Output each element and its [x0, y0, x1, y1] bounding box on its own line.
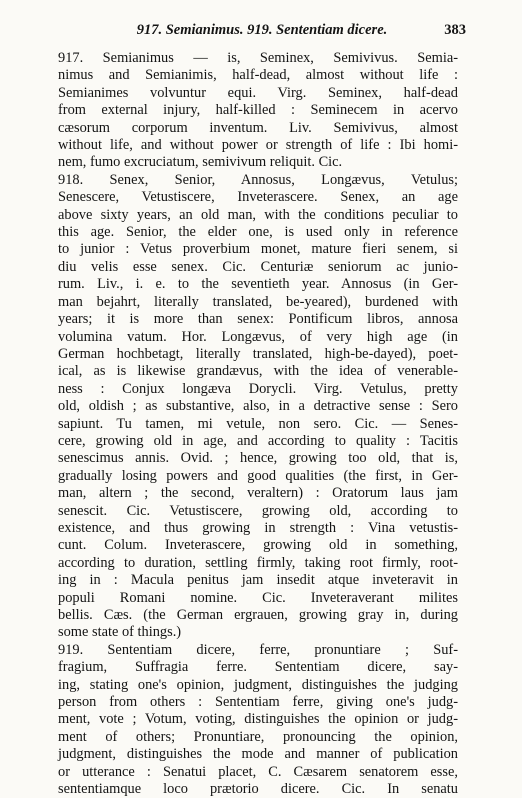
text-line: bellis. Cæs. (the German ergrauen, growing gray in, during [58, 607, 458, 623]
text-line: judgment, distinguishes the mode and manner of publication [58, 746, 458, 763]
entry-918 [58, 172, 458, 642]
text-line: Semianimes volvuntur equi. Virg. Seminex, half-dead [58, 84, 458, 101]
text-line: volumina vatum. Hor. Longævus, of very high age (in [58, 328, 458, 345]
text-line: or utterance : Senatui placet, C. Cæsarem senatorem esse, [58, 763, 458, 780]
text-line: without life, and without power or strength of life : Ibi homi- [58, 137, 458, 154]
text-line: gradually losing powers and good qualities (the first, in Ger- [58, 467, 458, 484]
text-line: some state of things.) [58, 624, 182, 641]
text-line: German hochbetagt, literally translated, high-be-dayed), poet- [58, 345, 458, 362]
text-line: sapiunt. Tu tamen, mi vetule, non sero. Cic. — Senes- [58, 415, 458, 432]
text-line: years; it is more than senex: Pontificum libros, annosa [58, 311, 458, 328]
text-line: populi Romani nomine. Cic. Inveteraverant milites [58, 589, 458, 606]
page-number: 383 [444, 22, 466, 38]
text-line: to junior : Vetus proverbium monet, mature fieri senem, si [58, 241, 458, 258]
page-body [58, 50, 458, 798]
entry-917 [58, 50, 458, 172]
text-line: man, altern ; the second, veraltern) : Oratorum laus jam [58, 485, 458, 502]
text-line: ment of others; Pronuntiare, pronouncing the opinion, [58, 728, 458, 745]
text-line: person from others : Sententiam ferre, giving one's judg- [58, 694, 458, 711]
text-line: senescit. Cic. Vetustiscere, growing old, according to [58, 502, 458, 519]
text-line: senescimus annis. Ovid. ; hence, growing too old, that is, [58, 450, 458, 467]
text-line: old, oldish ; as substantive, also, in a detractive sense : Sero [58, 398, 458, 415]
entry-919 [58, 642, 458, 798]
text-line: ment, vote ; Votum, voting, distinguishes the opinion or judg- [58, 711, 458, 728]
text-line: 918. Senex, Senior, Annosus, Longævus, Vetulus; [58, 171, 458, 188]
header-title: 917. Semianimus. 919. Sententiam dicere. [136, 22, 388, 38]
text-line: this age. Senior, the elder one, is used only in reference [58, 224, 458, 241]
text-line: fragium, Suffragia ferre. Sententiam dicere, say- [58, 659, 458, 676]
text-line: nem, fumo excruciatum, semivivum reliquit. Cic. [58, 154, 343, 171]
text-line: Senescere, Vetustiscere, Inveterascere. Senex, an age [58, 189, 458, 206]
text-line: according to duration, settling firmly, taking root firmly, root- [58, 554, 458, 571]
text-line: rum. Liv., i. e. to the seventieth year. Annosus (in Ger- [58, 276, 458, 293]
text-line: above sixty years, an old man, with the conditions peculiar to [58, 206, 458, 223]
text-line: cere, growing old in age, and according to quality : Tacitis [58, 432, 458, 449]
text-line: cunt. Colum. Inveterascere, growing old in something, [58, 537, 458, 554]
text-line: ical, as is likewise grandævus, with the idea of venerable- [58, 363, 458, 380]
text-line: ness : Conjux longæva Dorycli. Virg. Vetulus, pretty [58, 380, 458, 397]
text-line: sententiamque loco prætorio dicere. Cic. In senatu [58, 781, 458, 798]
text-line: diu velis esse senex. Cic. Centuriæ seniorum ac junio- [58, 258, 458, 275]
text-line: ing, stating one's opinion, judgment, distinguishes the judging [58, 676, 458, 693]
text-line: 919. Sententiam dicere, ferre, pronuntiare ; Suf- [58, 641, 458, 658]
text-line: man bejahrt, literally translated, be-yeared), burdened with [58, 293, 458, 310]
text-line: from external injury, half-killed : Seminecem in acervo [58, 102, 458, 119]
text-line: 917. Semianimus — is, Seminex, Semivivus. Semia- [58, 50, 458, 66]
text-line: cæsorum corporum inventum. Liv. Semivivus, almost [58, 119, 458, 136]
text-line: nimus and Semianimis, half-dead, almost without life : [58, 67, 458, 84]
text-line: ing in : Macula penitus jam insedit atque inveteravit in [58, 572, 458, 589]
text-line: existence, and thus growing in strength : Vina vetustis- [58, 519, 458, 536]
